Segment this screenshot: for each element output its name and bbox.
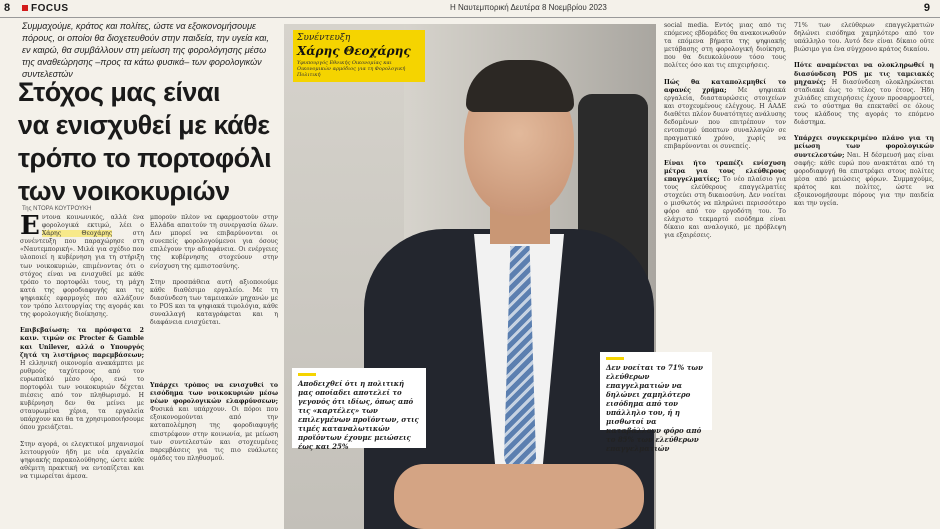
portrait-photo — [284, 24, 656, 529]
interview-tag: Συνέντευξη — [297, 33, 351, 43]
byline: Της ΝΤΟΡΑ ΚΟΥΤΡΟΥΚΗ — [22, 206, 92, 212]
col3-para-3: Το νέο πλαίσιο για τους ελεύθερους επαγγελματίες στοχεύει στη δικαιοσύνη. Δεν νοείται ο μισθωτός να πληρώνει περισσότερο φόρο από τον εργοδότη του. Το ελάχιστο τεκμαρτό εισόδημα είναι δίκαιο και αναλογικό, με πρόβλεψη για εξαιρέσεις. — [664, 175, 786, 240]
text-column-2 — [150, 214, 278, 374]
drop-cap: Ε — [20, 214, 40, 241]
col4-para-1: 71% των ελεύθερων επαγγελματιών δηλώνει εισόδημα χαμηλότερο από τον υπάλληλο του. Αυτό δεν είναι δίκαιο ούτε βιώσιμο για ένα σύγχρονο κράτος δικαίου. — [794, 22, 934, 54]
text-column-4 — [794, 22, 934, 529]
page-number-left: 8 — [4, 2, 11, 14]
headline-line-2: να ενισχυθεί με κάθε — [18, 110, 270, 140]
page-number-right: 9 — [923, 2, 930, 14]
col4-para-3: Ναι. Η δέσμευσή μας είναι σαφής: κάθε ευρώ που ανακτάται από τη φοροδιαφυγή θα επιστρέφει στους πολίτες μέσα από μειώσεις φόρων. Συμμαχούμε, κράτος και πολίτες, ώστε να εξοικονομήσουμε πόρους για την παιδεία και την υγεία. — [794, 151, 934, 208]
text-column-1 — [20, 214, 144, 529]
col2-para-3: Φυσικά και υπάρχουν. Οι πόροι που εξοικονομούνται από την καταπολέμηση της φοροδιαφυγής επιστρέφουν στην κοινωνία, με μείωση των συντελεστών και στοχευμένες παρεμβάσεις για τις πιο ευάλωτες ομάδες του πληθυσμού. — [150, 406, 278, 462]
col4-question-1: Πότε αναμένεται να ολοκληρωθεί η διασύνδεση POS με τις ταμειακές μηχανές; — [794, 62, 934, 86]
col1-para-1: ντονα κοινωνικός, αλλά ένα φορολογικά εκτιμώ, λέει ο — [41, 214, 144, 230]
page-header — [0, 0, 940, 18]
article-lead: Συμμαχούμε, κράτος και πολίτες, ώστε να εξοικονομήσουμε πόρους, οι οποίοι θα διοχετευθούν στην παιδεία, την υγεία και, εν καιρώ, θα συμβάλλουν στη μείωση της φορολόγησης μέσω της αναθεώρησης –προς τα κάτω φυσικά– των φορολογικών συντελεστών — [22, 21, 269, 79]
col3-para-1: social media. Εντός μιας από τις επόμενες εβδομάδες θα ανακοινωθούν τα επόμενα βήματα της ψηφιακής μετάβασης στη φορολογική διοίκηση, που θα διευκολύνουν τόσο τους πολίτες όσο και τις επιχειρήσεις. — [664, 22, 786, 70]
col1-para-3: Στην αγορά, οι ελεγκτικοί μηχανισμοί λειτουργούν ήδη με νέα εργαλεία ψηφιακής παρακολούθησης, ώστε κάθε αθέμιτη πρακτική να εντοπίζεται και να τιμωρείται άμεσα. — [20, 440, 144, 480]
col2-para-1: μπορούν πλέον να εφαρμοστούν στην Ελλάδα απαιτούν τη συνεργασία όλων. Δεν μπορεί να επιβαρύνονται οι συνεπείς φορολογούμενοι για όσους επιλέγουν την αδιαφάνεια. Οι ενέργειες της κυβέρνησης στοχεύουν στην ενίσχυση της εμπιστοσύνης. — [150, 214, 278, 270]
interviewee-name: Χάρης Θεοχάρης — [297, 44, 411, 58]
col4-question-2: Υπάρχει συγκεκριμένο πλάνο για τη μείωση των φορολογικών συντελεστών; — [794, 135, 934, 159]
col3-question-2: Είναι ήτο τραπέζι ενίσχυση μέτρα για τους ελεύθερους επαγγελματίες; — [664, 159, 786, 183]
highlighted-name: Χάρης Θεοχάρης — [41, 230, 113, 238]
section-label: FOCUS — [22, 3, 69, 14]
masthead: Η Ναυτεμπορική Δευτέρα 8 Νοεμβρίου 2023 — [450, 3, 607, 12]
col4-para-2: Η διασύνδεση ολοκληρώνεται σταδιακά έως το τέλος του έτους. Ήδη χιλιάδες επιχειρήσεις έχουν προσαρμοστεί, ενώ το σύστημα θα επεκταθεί σε όλους τους κλάδους της αγοράς το επόμενο διάστημα. — [794, 78, 934, 127]
col1-para-1-rest: στη συνέντευξη που παραχώρησε στη «Ναυτεμπορική». Μιλά για σχέδιο που υλοποιεί η κυβέρνηση για τη στήριξη των νοικοκυριών, επιμένοντας ότι ο στόχος είναι να ενισχυθεί με κάθε τρόπο το πορτοφόλι τους, τη μάχη κατά της φοροδιαφυγής και τις ψηφιακές εφαρμογές που αλλάζουν τον τρόπο λειτουργίας της αγοράς και της φορολογικής διοίκησης. — [20, 230, 144, 319]
headline-line-4: των νοικοκυριών — [18, 176, 230, 206]
col3-para-2: Με ψηφιακά εργαλεία, διασταυρώσεις στοιχείων και στοχευμένους ελέγχους. Η ΑΑΔΕ διαθέτει πλέον δυνατότητες ανάλυσης δεδομένων που επιτρέπουν τον εντοπισμό ύποπτων συναλλαγών σε πραγματικό χρόνο, χωρίς να επιβαρύνονται οι συνεπείς. — [664, 86, 786, 151]
headline-line-1: Στόχος μας είναι — [18, 77, 221, 107]
interviewee-role: Υφυπουργός Εθνικής Οικονομίας και Οικονομικών αρμόδιος για τη Φορολογική Πολιτική — [297, 60, 406, 78]
pull-quote-right: Δεν νοείται το 71% των ελεύθερων επαγγελματιών να δηλώνει χαμηλότερο εισόδημα από τον υπάλληλο του, ή η μισθωτοί να καταβάλλουν φόρο από το 85% των ελεύθερων επαγγελματιών — [600, 352, 712, 430]
text-column-2b — [150, 382, 278, 529]
col3-question-1: Πώς θα καταπολεμηθεί το αφανές χρήμα; — [664, 78, 786, 94]
col2-para-2: Στην προσπάθεια αυτή αξιοποιούμε κάθε διαθέσιμο εργαλείο. Με τη διασύνδεση των ταμειακών μηχανών με το POS και τα ψηφιακά τιμολόγια, κάθε συναλλαγή καταγράφεται και η διαφάνεια ενισχύεται. — [150, 278, 278, 327]
pull-quote-left: Αποδειχθεί ότι η πολιτική μας οποίαδει αποτελεί το γεγονός ότι ιδίως, όπως από τις «καρτέλες» των επιλεγμένων προϊόντων, στις τιμές καταναλωτικών προϊόντων έχουμε μειώσεις έως και 25% — [292, 368, 426, 448]
article-headline — [18, 76, 286, 208]
col1-para-2: Η ελληνική οικονομία ανακάμπτει με ρυθμούς ταχύτερους από τον ευρωπαϊκό μέσο όρο, ενώ το πορτοφόλι των νοικοκυριών δέχεται πιέσεις από τον πληθωρισμό. Η κυβέρνηση δεν θα μείνει με σταυρωμένα χέρια, τα εργαλεία υπάρχουν και θα τα χρησιμοποιήσουμε όπου χρειάζεται. — [20, 359, 144, 432]
col1-question: Επιβεβαίωση: τα πρόσφατα 2 καιν. τιμών σε Procter & Gamble και Unilever, αλλά ο Υπουργός ζητά τη λιστήριος παρεμβάσεων; — [20, 327, 144, 359]
col2-question: Υπάρχει τρόπος να ενισχυθεί το εισόδημα των νοικοκυριών μέσω νέων φορολογικών ελαφρύνσεων; — [150, 382, 278, 406]
text-column-3 — [664, 22, 786, 529]
interview-box — [293, 30, 425, 82]
headline-line-3: τρόπο το πορτοφόλι — [18, 143, 272, 173]
